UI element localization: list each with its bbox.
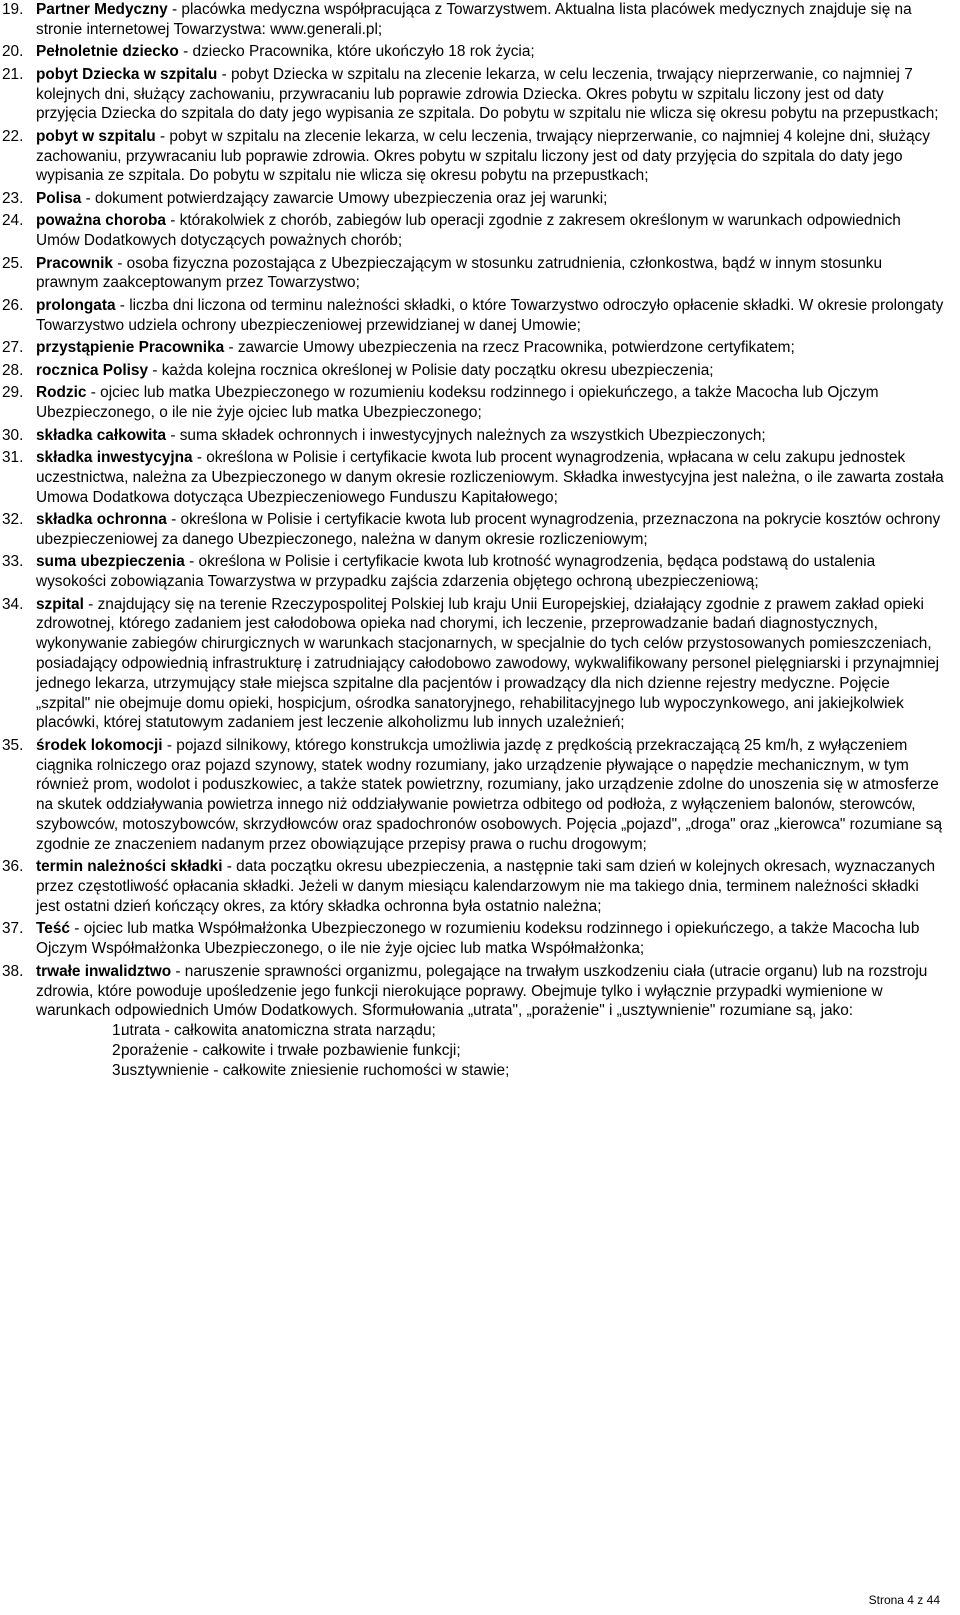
- definition-text: - pojazd silnikowy, którego konstrukcja umożliwia jazdę z prędkością przekraczającą 25 km/h, z wyłączeniem ciągnika rolniczego oraz pojazd szynowy, statek wodny rozumiany, jako urządzenie pływające o napędzie mechanicznym, w tym również prom, wodolot i poduszkowiec, a także statek powietrzny, rozumiany, jako urządzenie zdolne do unoszenia się w atmosferze na skutek oddziaływania powietrza innego niż oddziaływanie powietrza odbitego od podłoża, z wyłączeniem balonów, sterowców, szybowców, motoszybowców, skrzydłowców oraz spadochronów osobowych. Pojęcia „pojazd", „droga" oraz „kierowca" rozumiane są zgodnie ze znaczeniem nadanym przez obowiązujące przepisy prawa o ruchu drogowym;: [36, 736, 943, 853]
- sub-item: [36, 1061, 946, 1081]
- sub-item-text: usztywnienie - całkowite zniesienie ruchomości w stawie;: [121, 1061, 510, 1079]
- definition-text: - ojciec lub matka Współmałżonka Ubezpieczonego w rozumieniu kodeksu rodzinnego i opiekuńczego, a także Macocha lub Ojczym Współmałżonka Ubezpieczonego, o ile nie żyje ojciec lub matka Współmałżonka;: [36, 920, 920, 958]
- definition-number: 19.: [2, 1, 24, 18]
- definition-item: [0, 254, 960, 294]
- definition-text: - naruszenie sprawności organizmu, polegające na trwałym uszkodzeniu ciała (utracie organu) lub na rozstroju zdrowia, które powoduje upośledzenie jego funkcji nierokujące poprawy. Obejmuje tylko i wyłącznie przypadki wymienione w warunkach odpowiednich Umów Dodatkowych. Sformułowania „utrata", „porażenie" i „usztywnienie" rozumiane są, jako:: [36, 962, 928, 1020]
- definition-number: 31.: [2, 448, 24, 466]
- definition-item: [0, 595, 960, 734]
- definition-term: Polisa: [36, 189, 82, 207]
- definition-term: Rodzic: [36, 384, 87, 402]
- definition-term: przystąpienie Pracownika: [36, 339, 225, 357]
- definition-text: - placówka medyczna współpracująca z Towarzystwem. Aktualna lista placówek medycznych znajduje się na stronie internetowej Towarzystwa: www.generali.pl;: [36, 1, 912, 38]
- definition-number: 34.: [2, 595, 24, 613]
- definition-term: składka całkowita: [36, 426, 167, 444]
- definition-text: - każda kolejna rocznica określonej w Polisie daty początku okresu ubezpieczenia;: [148, 361, 714, 379]
- definition-item: [0, 962, 960, 1081]
- definition-number: 32.: [2, 511, 24, 529]
- definition-item: [0, 426, 960, 446]
- definition-term: trwałe inwalidztwo: [36, 962, 172, 980]
- definition-text: - ojciec lub matka Ubezpieczonego w rozumieniu kodeksu rodzinnego i opiekuńczego, a także Macocha lub Ojczym Ubezpieczonego, o ile nie żyje ojciec lub matka Ubezpieczonego;: [36, 384, 879, 422]
- definition-number: 27.: [2, 339, 24, 357]
- definition-number: 37.: [2, 920, 24, 938]
- definition-text: - którakolwiek z chorób, zabiegów lub operacji zgodnie z zakresem określonym w warunkach odpowiednich Umów Dodatkowych dotyczących poważnych chorób;: [36, 212, 901, 250]
- definition-item: [0, 448, 960, 507]
- definition-text: - dziecko Pracownika, które ukończyło 18 rok życia;: [178, 43, 535, 61]
- definition-term: pobyt w szpitalu: [36, 127, 156, 145]
- definition-text: - pobyt Dziecka w szpitalu na zlecenie lekarza, w celu leczenia, trwający nieprzerwanie, co najmniej 7 kolejnych dni, służący zachowaniu, przywracaniu lub poprawie zdrowia Dziecka. Okres pobytu w szpitalu liczony jest od daty przyjęcia Dziecka do szpitala do daty jego wypisania ze szpitala. Do pobytu w szpitalu nie wlicza się okresu pobytu na przepustkach;: [36, 65, 939, 123]
- definition-term: Pracownik: [36, 254, 113, 272]
- definition-term: pobyt Dziecka w szpitalu: [36, 65, 218, 83]
- definition-term: środek lokomocji: [36, 736, 163, 754]
- definition-item: [0, 857, 960, 916]
- definition-number: 33.: [2, 553, 24, 571]
- definition-number: 23.: [2, 189, 24, 207]
- definition-text: - znajdujący się na terenie Rzeczypospolitej Polskiej lub kraju Unii Europejskiej, działający zgodnie z prawem zakład opieki zdrowotnej, którego zadaniem jest całodobowa opieka nad chorymi, ich leczenie, przeprowadzanie badań diagnostycznych, wykonywanie zabiegów chirurgicznych w warunkach stacjonarnych, w specjalnie do tych celów przystosowanych pomieszczeniach, posiadający odpowiednią infrastrukturę i zatrudniający całodobowo zawodowy, wykwalifikowany personel pielęgniarski i przynajmniej jednego lekarza, utrzymujący stałe miejsca szpitalne dla pacjentów i prowadzący dla nich dzienne rejestry medyczne. Pojęcie „szpital" nie obejmuje domu opieki, hospicjum, ośrodka sanatoryjnego, rehabilitacyjnego lub wypoczynkowego, ani jakiejkolwiek placówki, której statutowym zadaniem jest leczenie alkoholizmu lub innych uzależnień;: [36, 595, 940, 732]
- definition-number: 26.: [2, 296, 24, 314]
- definition-term: termin należności składki: [36, 858, 223, 876]
- definition-term: suma ubezpieczenia: [36, 553, 185, 571]
- definition-term: poważna choroba: [36, 212, 166, 230]
- definition-text: - określona w Polisie i certyfikacie kwota lub procent wynagrodzenia, wpłacana w celu zakupu jednostek uczestnictwa, należna za Ubezpieczonego w danym okresie rozliczeniowym. Składka inwestycyjna jest należna, o ile zawarta została Umowa Dodatkowa dotycząca Ubezpieczeniowego Funduszu Kapitałowego;: [36, 448, 944, 506]
- definition-item: [0, 65, 960, 124]
- sub-item-number: 1.: [112, 1022, 125, 1040]
- sub-item: [36, 1041, 946, 1061]
- definition-number: 35.: [2, 736, 24, 754]
- definition-text: - określona w Polisie i certyfikacie kwota lub krotność wynagrodzenia, będąca podstawą do ustalenia wysokości zobowiązania Towarzystwa w przypadku zajścia zdarzenia objętego ochroną ubezpieczeniową;: [36, 553, 876, 591]
- sub-item: [36, 1021, 946, 1041]
- definition-item: [0, 552, 960, 592]
- definition-item: [0, 42, 960, 62]
- definition-number: 25.: [2, 254, 24, 272]
- definition-number: 38.: [2, 962, 24, 980]
- definition-number: 24.: [2, 212, 24, 230]
- definition-item: [0, 338, 960, 358]
- definition-item: [0, 919, 960, 959]
- definition-number: 21.: [2, 65, 24, 83]
- definition-number: 22.: [2, 127, 24, 145]
- definition-number: 29.: [2, 384, 24, 402]
- definition-number: 20.: [2, 43, 24, 61]
- definition-term: Pełnoletnie dziecko: [36, 43, 179, 61]
- sub-item-number: 2.: [112, 1041, 125, 1059]
- definition-item: [0, 510, 960, 550]
- definition-item: [0, 127, 960, 186]
- sub-item-number: 3.: [112, 1061, 125, 1079]
- definition-item: [0, 211, 960, 251]
- definition-number: 36.: [2, 858, 24, 876]
- definition-item: [0, 189, 960, 209]
- sub-item-text: utrata - całkowita anatomiczna strata narządu;: [121, 1022, 436, 1040]
- definition-term: składka inwestycyjna: [36, 448, 193, 466]
- definition-item: [0, 296, 960, 336]
- definition-term: Teść: [36, 920, 70, 938]
- definition-text: - liczba dni liczona od terminu należności składki, o które Towarzystwo odroczyło opłacenie składki. W okresie prolongaty Towarzystwo udziela ochrony ubezpieczeniowej przewidzianej w danej Umowie;: [36, 296, 944, 334]
- definition-text: - suma składek ochronnych i inwestycyjnych należnych za wszystkich Ubezpieczonych;: [166, 426, 766, 444]
- definition-term: składka ochronna: [36, 511, 167, 529]
- definition-item: [0, 383, 960, 423]
- definition-text: - pobyt w szpitalu na zlecenie lekarza, w celu leczenia, trwający nieprzerwanie, co najmniej 4 kolejne dni, służący zachowaniu, przywracaniu lub poprawie zdrowia. Okres pobytu w szpitalu liczony jest od daty przyjęcia do szpitala do daty jego wypisania ze szpitala. Do pobytu w szpitalu nie wlicza się okresu pobytu na przepustkach;: [36, 127, 930, 185]
- definition-term: rocznica Polisy: [36, 361, 149, 379]
- definition-number: 30.: [2, 426, 24, 444]
- definition-term: szpital: [36, 595, 84, 613]
- definition-text: - zawarcie Umowy ubezpieczenia na rzecz Pracownika, potwierdzone certyfikatem;: [224, 339, 795, 357]
- definition-item: [0, 736, 960, 855]
- definition-item: [0, 361, 960, 381]
- definition-item: [0, 0, 960, 40]
- sub-item-text: porażenie - całkowite i trwałe pozbawienie funkcji;: [121, 1041, 461, 1059]
- definition-term: Partner Medyczny: [36, 1, 168, 18]
- definition-number: 28.: [2, 361, 24, 379]
- definition-text: - dokument potwierdzający zawarcie Umowy ubezpieczenia oraz jej warunki;: [81, 189, 608, 207]
- page-number: Strona 4 z 44: [868, 1593, 940, 1607]
- definition-text: - określona w Polisie i certyfikacie kwota lub procent wynagrodzenia, przeznaczona na pokrycie kosztów ochrony ubezpieczeniowej za danego Ubezpieczonego, należna w danym okresie rozliczeniowym;: [36, 511, 941, 548]
- definition-text: - data początku okresu ubezpieczenia, a następnie taki sam dzień w kolejnych okresach, wyznaczanych przez częstotliwość opłacania składki. Jeżeli w danym miesiącu kalendarzowym nie ma takiego dnia, terminem należności składki jest ostatni dzień kończący okres, za który składka ochronna była ostatnio należna;: [36, 858, 936, 915]
- definition-term: prolongata: [36, 296, 116, 314]
- definition-text: - osoba fizyczna pozostająca z Ubezpieczającym w stosunku zatrudnienia, członkostwa, bądź w innym stosunku prawnym zaakceptowanym przez Towarzystwo;: [36, 254, 883, 292]
